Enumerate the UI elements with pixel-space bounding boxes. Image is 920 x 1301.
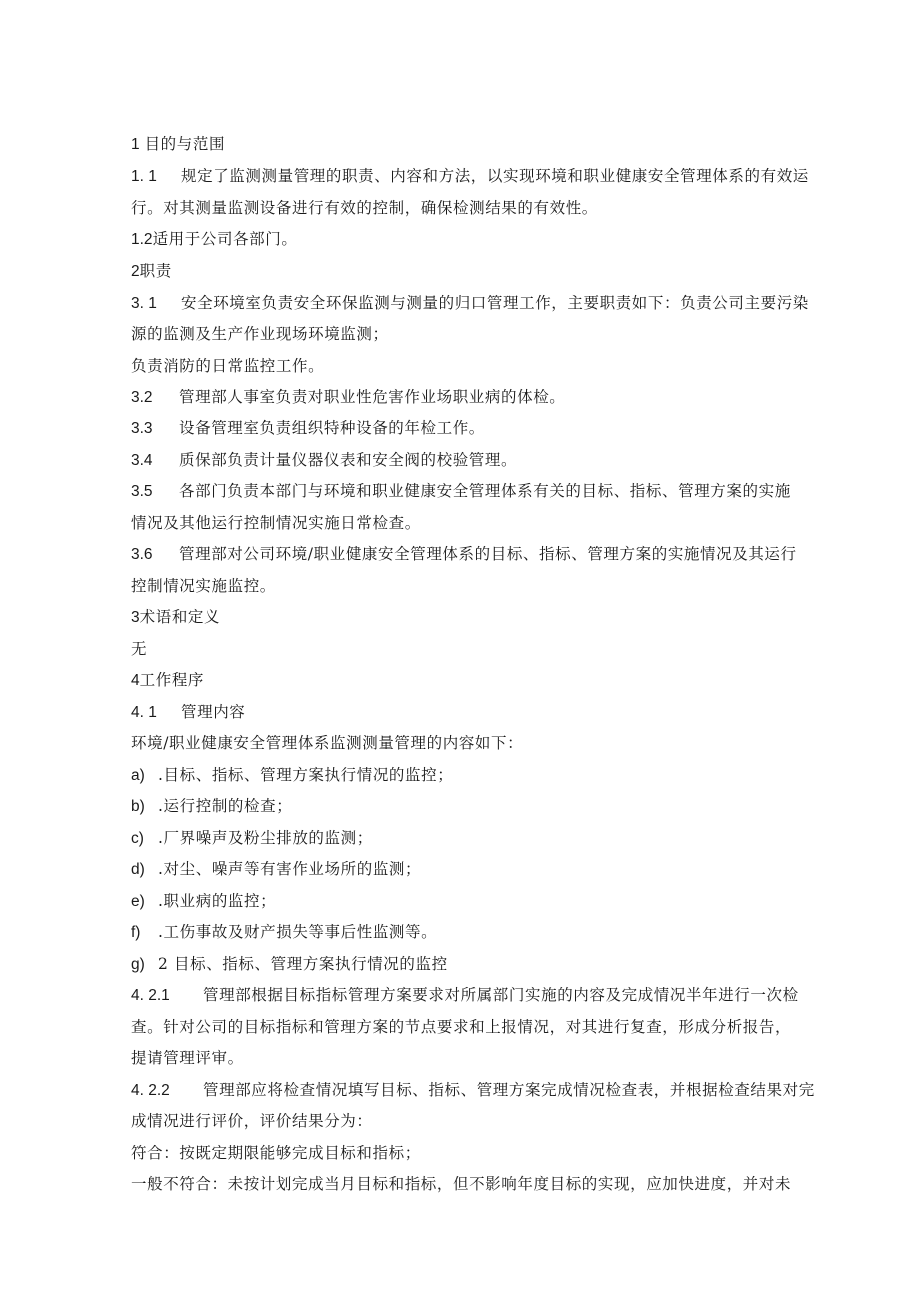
paragraph-line: 成情况进行评价，评价结果分为：	[131, 1112, 373, 1130]
list-item: c) .厂界噪声及粉尘排放的监测；	[131, 829, 373, 847]
heading-terms-definitions: 3术语和定义	[131, 608, 221, 626]
paragraph-line: 1. 1 规定了监测测量管理的职责、内容和方法，以实现环境和职业健康安全管理体系的有效运	[131, 167, 809, 185]
subheading-management-content: 4. 1 管理内容	[131, 703, 246, 721]
list-item: d) .对尘、噪声等有害作业场所的监测；	[131, 860, 422, 878]
paragraph-line: 一般不符合：未按计划完成当月目标和指标，但不影响年度目标的实现，应加快进度，并对未	[131, 1175, 792, 1193]
paragraph-line: 3.4 质保部负责计量仪器仪表和安全阀的校验管理。	[131, 451, 518, 469]
paragraph-line: 3.2 管理部人事室负责对职业性危害作业场职业病的体检。	[131, 388, 566, 406]
paragraph-line: 情况及其他运行控制情况实施日常检查。	[131, 514, 421, 532]
list-item: e) .职业病的监控；	[131, 892, 277, 910]
heading-purpose-scope: 1 目的与范围	[131, 135, 226, 153]
paragraph-line: 4. 2.2 管理部应将检查情况填写目标、指标、管理方案完成情况检查表，并根据检查结果对完	[131, 1081, 815, 1099]
heading-work-procedure: 4工作程序	[131, 671, 205, 689]
paragraph-line: 源的监测及生产作业现场环境监测；	[131, 325, 389, 343]
list-item: a) .目标、指标、管理方案执行情况的监控；	[131, 766, 454, 784]
paragraph-line: 提请管理评审。	[131, 1049, 244, 1067]
paragraph-line: 符合：按既定期限能够完成目标和指标；	[131, 1144, 421, 1162]
paragraph-line: 控制情况实施监控。	[131, 577, 276, 595]
paragraph-line: 负责消防的日常监控工作。	[131, 357, 325, 375]
paragraph-line: 3.6 管理部对公司环境/职业健康安全管理体系的目标、指标、管理方案的实施情况及其运行	[131, 545, 797, 563]
paragraph-line: 行。对其测量监测设备进行有效的控制，确保检测结果的有效性。	[131, 199, 598, 217]
list-item: f) .工伤事故及财产损失等事后性监测等。	[131, 923, 438, 941]
heading-responsibilities: 2职责	[131, 262, 172, 280]
list-item: b) .运行控制的检查；	[131, 797, 293, 815]
paragraph-line: 环境/职业健康安全管理体系监测测量管理的内容如下：	[131, 734, 524, 752]
paragraph-line: 3. 1 安全环境室负责安全环保监测与测量的归口管理工作，主要职责如下：负责公司主要污染	[131, 294, 809, 312]
paragraph-line: 3.5 各部门负责本部门与环境和职业健康安全管理体系有关的目标、指标、管理方案的实施	[131, 482, 791, 500]
paragraph-line: 查。针对公司的目标指标和管理方案的节点要求和上报情况，对其进行复查，形成分析报告，	[131, 1018, 792, 1036]
list-item: g) 2 目标、指标、管理方案执行情况的监控	[131, 955, 448, 973]
paragraph-line: 无	[131, 640, 148, 658]
paragraph-line: 3.3 设备管理室负责组织特种设备的年检工作。	[131, 419, 485, 437]
paragraph-line: 4. 2.1 管理部根据目标指标管理方案要求对所属部门实施的内容及完成情况半年进行一次检	[131, 986, 799, 1004]
paragraph-line: 1.2适用于公司各部门。	[131, 230, 298, 248]
